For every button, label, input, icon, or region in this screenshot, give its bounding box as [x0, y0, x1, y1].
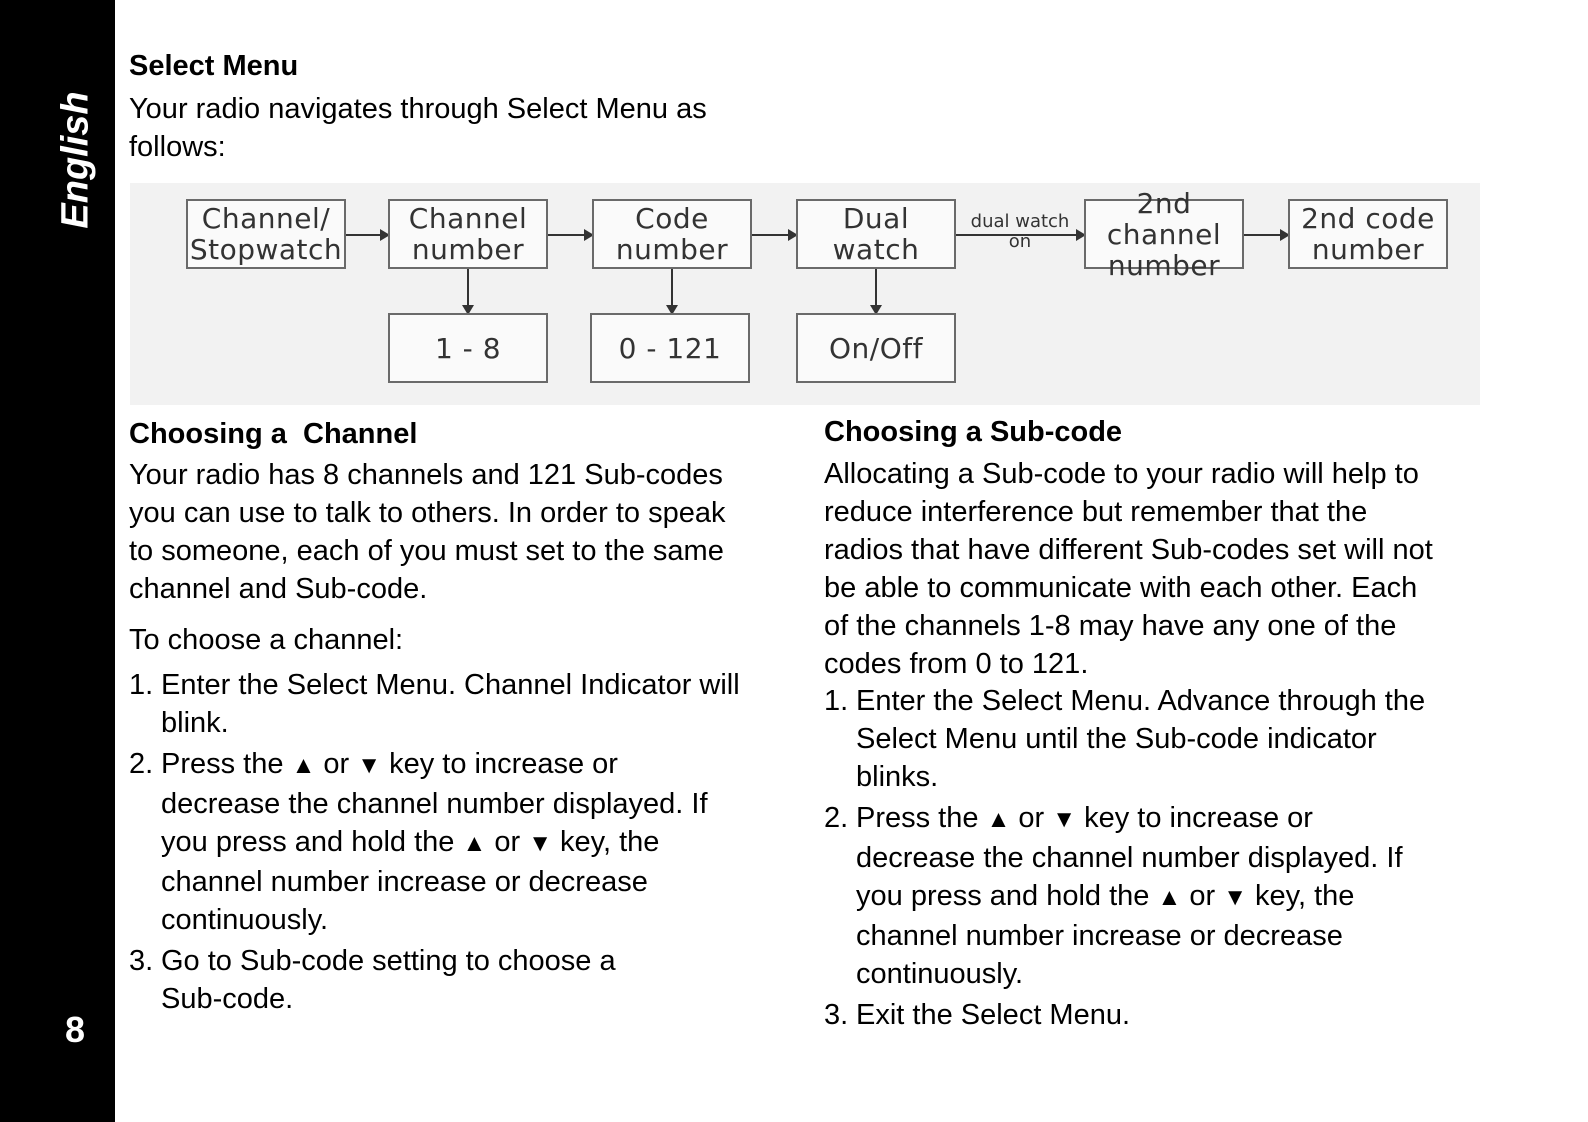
diagram-box-on-off: On/Off — [796, 313, 956, 383]
step-line: continuously. — [856, 958, 1024, 990]
paragraph-line: codes from 0 to 121. — [824, 648, 1089, 680]
step-text: you press and hold the — [161, 826, 455, 858]
down-arrow — [875, 269, 877, 313]
arrow-label-line: dual watch — [970, 211, 1070, 232]
up-triangle-icon: ▲ — [462, 830, 487, 857]
step-line: Select Menu until the Sub-code indicator — [856, 723, 1377, 755]
step-text: or — [1189, 880, 1216, 912]
step-text: key, the — [560, 826, 660, 858]
paragraph-line: be able to communicate with each other. Each — [824, 572, 1418, 604]
diagram-box-dual-watch: Dual watch — [796, 199, 956, 269]
up-triangle-icon: ▲ — [291, 752, 316, 779]
step-text: Press the — [856, 802, 979, 834]
up-triangle-icon: ▲ — [1157, 884, 1182, 911]
diagram-box-channel-number: Channel number — [388, 199, 548, 269]
step-line: Exit the Select Menu. — [856, 999, 1131, 1031]
list-item — [129, 745, 769, 939]
step-line: Enter the Select Menu. Channel Indicator will — [161, 669, 740, 701]
choose-channel-lead: To choose a channel: — [129, 624, 404, 656]
page-number: 8 — [64, 1009, 86, 1050]
step-text: or — [494, 826, 521, 858]
down-arrow — [467, 269, 469, 313]
down-triangle-icon: ▼ — [528, 830, 552, 857]
diagram-box-2nd-code: 2nd code number — [1288, 199, 1448, 269]
down-triangle-icon: ▼ — [1052, 806, 1077, 833]
down-triangle-icon: ▼ — [357, 752, 382, 779]
down-triangle-icon: ▼ — [1223, 884, 1247, 911]
step-number: 3. — [129, 945, 154, 977]
step-text: or — [1018, 802, 1045, 834]
down-arrow — [671, 269, 673, 313]
step-line: Go to Sub-code setting to choose a — [161, 945, 616, 977]
step-line: continuously. — [161, 904, 329, 936]
step-line — [161, 745, 769, 785]
diagram-box-code-number: Code number — [592, 199, 752, 269]
paragraph-line: radios that have different Sub-codes set will not — [824, 534, 1433, 566]
paragraph-line: reduce interference but remember that the — [824, 496, 1368, 528]
step-text: key to increase or — [389, 748, 618, 780]
language-sidebar — [0, 0, 115, 1122]
step-line — [856, 877, 1484, 917]
diagram-box-channel-stopwatch: Channel/ Stopwatch — [186, 199, 346, 269]
step-text: key, the — [1255, 880, 1355, 912]
step-line: channel number increase or decrease — [856, 920, 1343, 952]
step-line: Enter the Select Menu. Advance through the — [856, 685, 1426, 717]
intro-line: follows: — [129, 131, 226, 163]
choosing-channel-heading: Choosing a Channel — [129, 418, 418, 450]
step-line — [161, 823, 769, 863]
step-line: decrease the channel number displayed. If — [161, 788, 708, 820]
step-line: channel number increase or decrease — [161, 866, 648, 898]
step-number: 1. — [129, 669, 154, 701]
arrow-label-line: on — [1008, 231, 1032, 252]
step-text: or — [323, 748, 350, 780]
flow-arrow — [752, 234, 796, 236]
intro-line: Your radio navigates through Select Menu as — [129, 93, 707, 125]
up-triangle-icon: ▲ — [986, 806, 1011, 833]
list-item — [824, 682, 1484, 796]
channel-steps — [129, 666, 769, 1018]
arrow-label-dual-watch — [956, 212, 1084, 252]
select-menu-heading: Select Menu — [129, 50, 299, 82]
step-text: key to increase or — [1084, 802, 1313, 834]
paragraph-line: of the channels 1-8 may have any one of the — [824, 610, 1397, 642]
step-line — [856, 799, 1484, 839]
choosing-subcode-heading: Choosing a Sub-code — [824, 416, 1123, 448]
subcode-steps — [824, 682, 1484, 1034]
step-number: 2. — [824, 802, 849, 834]
list-item — [824, 996, 1484, 1034]
step-line: blinks. — [856, 761, 939, 793]
diagram-box-2nd-channel: 2nd channel number — [1084, 199, 1244, 269]
step-number: 1. — [824, 685, 849, 717]
language-label: English — [54, 91, 97, 229]
step-line: Sub-code. — [161, 983, 294, 1015]
select-menu-intro — [129, 90, 707, 166]
paragraph-line: Allocating a Sub-code to your radio will help to — [824, 458, 1419, 490]
step-text: Press the — [161, 748, 284, 780]
list-item — [824, 799, 1484, 993]
diagram-box-channel-range: 1 - 8 — [388, 313, 548, 383]
flow-arrow — [346, 234, 388, 236]
step-line: blink. — [161, 707, 229, 739]
flow-arrow — [1244, 234, 1288, 236]
list-item — [129, 666, 769, 742]
choosing-subcode-intro — [824, 455, 1433, 683]
step-line: decrease the channel number displayed. If — [856, 842, 1403, 874]
diagram-box-code-range: 0 - 121 — [590, 313, 750, 383]
paragraph-line: Your radio has 8 channels and 121 Sub-codes — [129, 459, 723, 491]
list-item — [129, 942, 769, 1018]
choosing-channel-intro — [129, 456, 725, 608]
paragraph-line: to someone, each of you must set to the same — [129, 535, 724, 567]
step-number: 2. — [129, 748, 154, 780]
paragraph-line: channel and Sub-code. — [129, 573, 428, 605]
step-text: you press and hold the — [856, 880, 1150, 912]
paragraph-line: you can use to talk to others. In order to speak — [129, 497, 726, 529]
step-number: 3. — [824, 999, 849, 1031]
select-menu-flow-diagram — [130, 183, 1480, 405]
flow-arrow — [548, 234, 592, 236]
